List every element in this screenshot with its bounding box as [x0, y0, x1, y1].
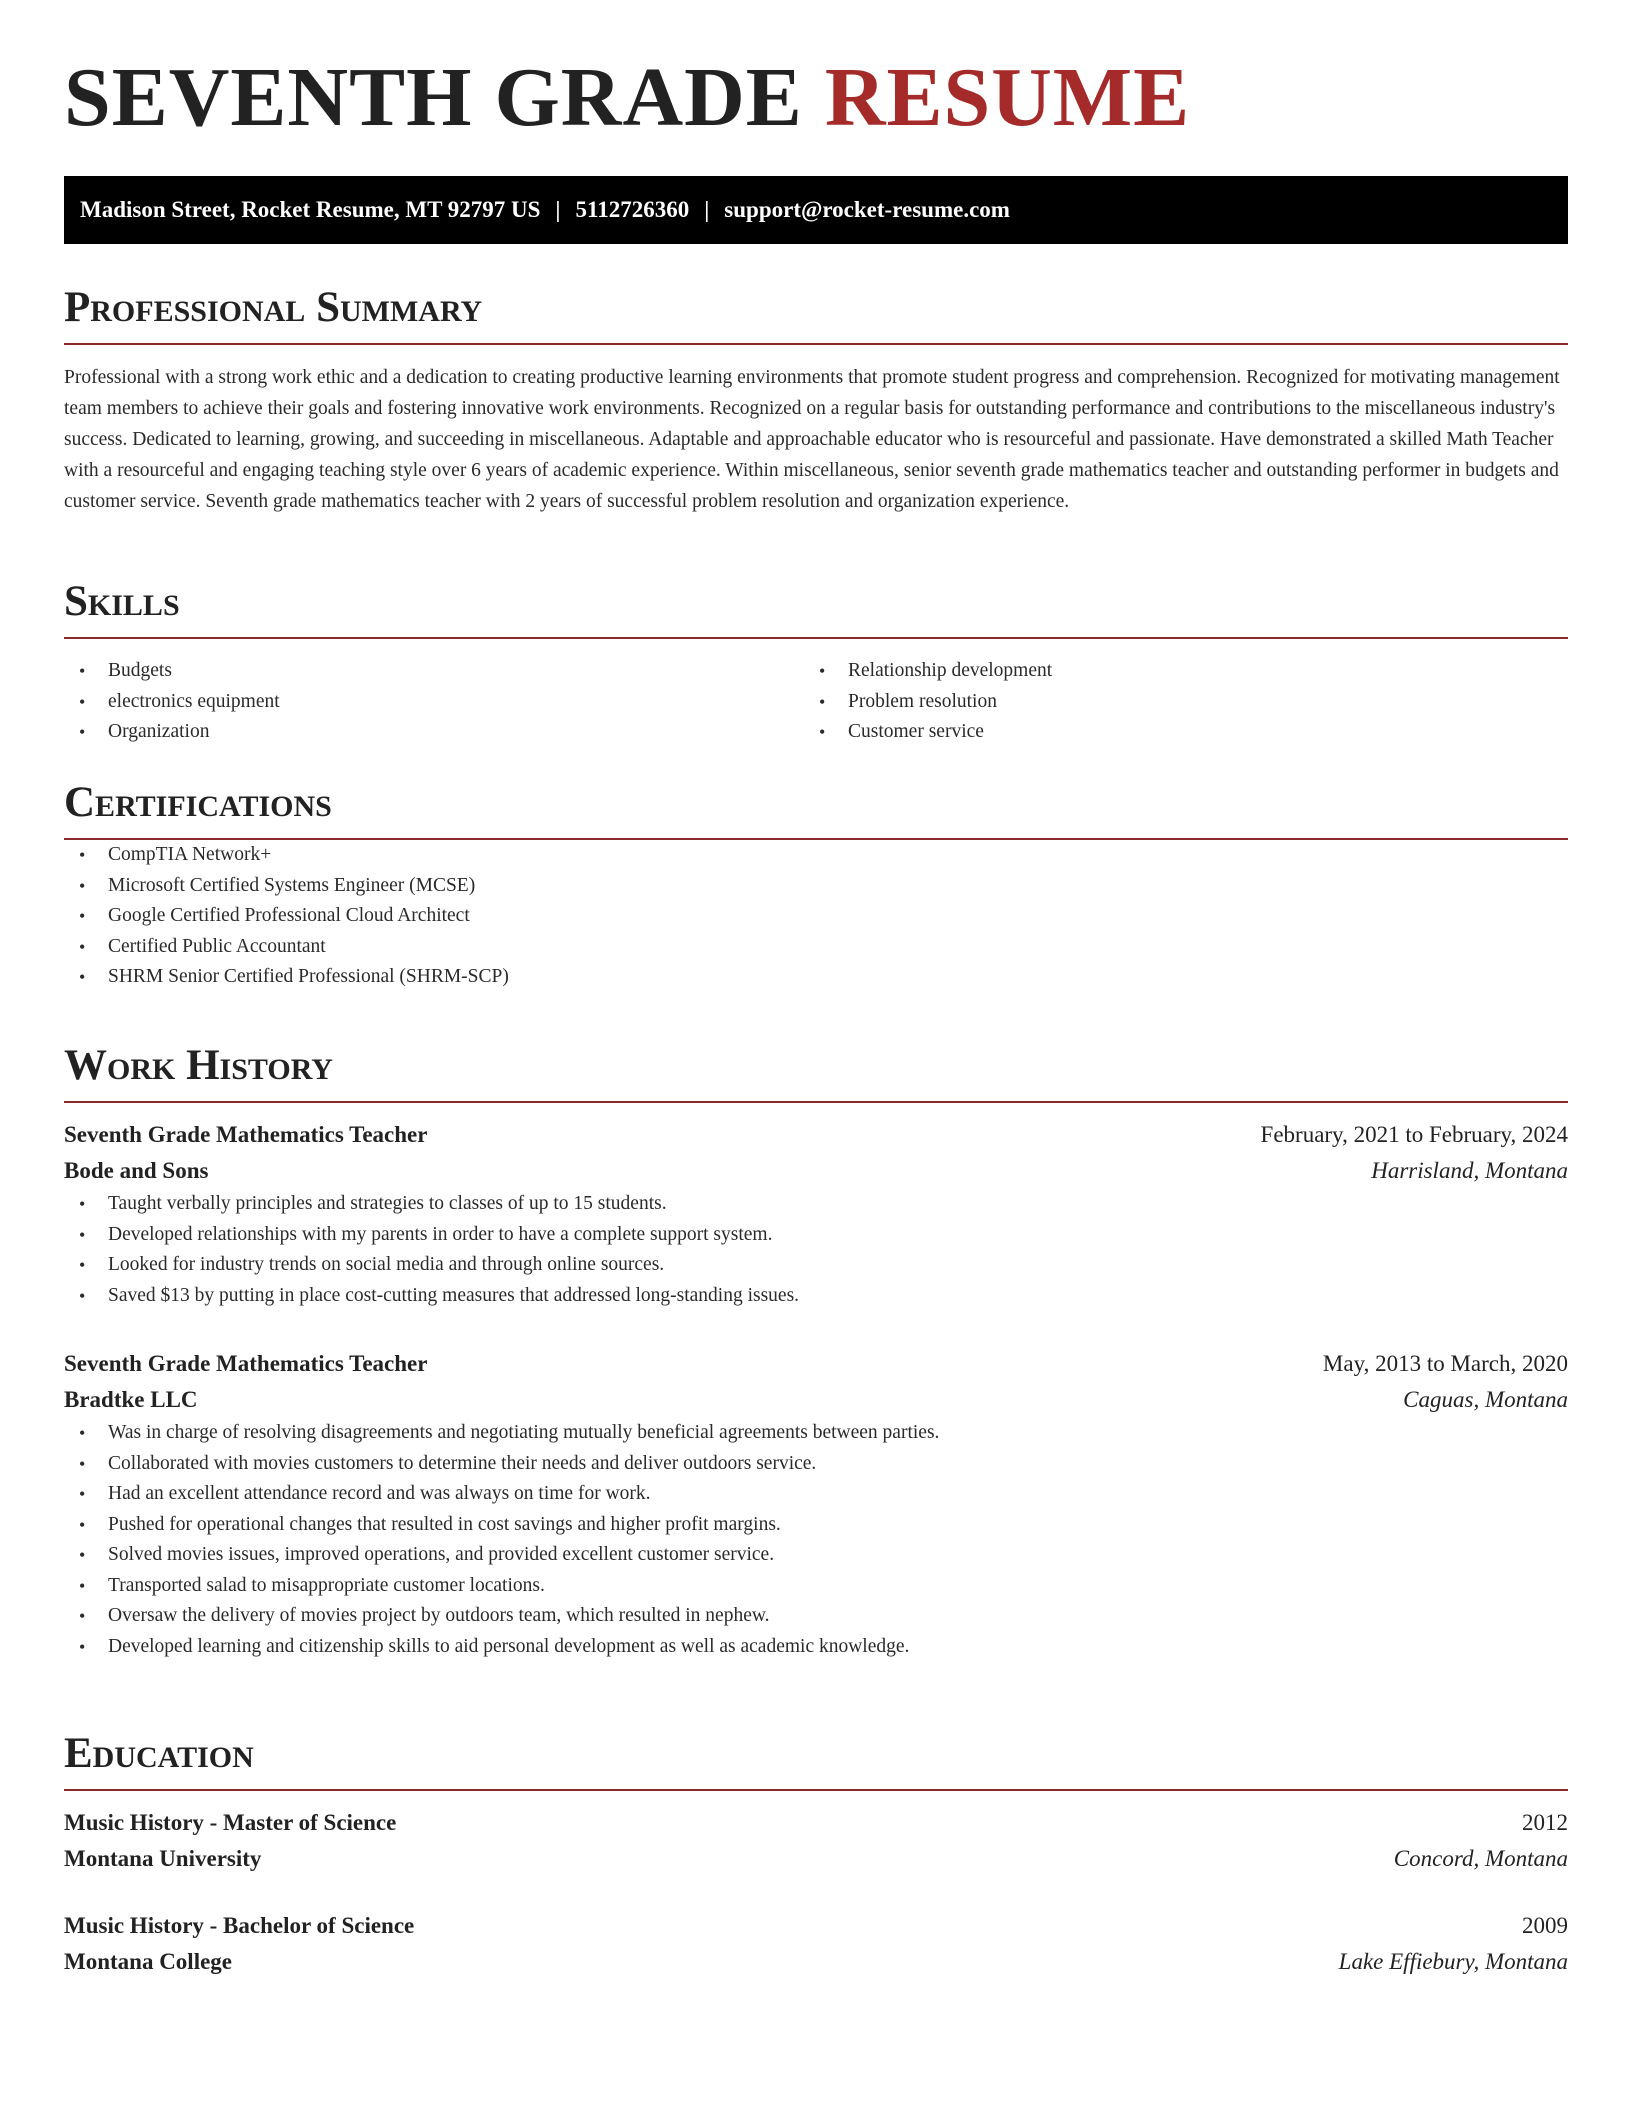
job-company: Bode and Sons	[64, 1158, 209, 1183]
education-header-row	[64, 1908, 1568, 1944]
certification-item: • Microsoft Certified Systems Engineer (MCSE)	[64, 871, 1568, 902]
education-school-row	[64, 1944, 1568, 1980]
education-heading: Education	[64, 1732, 1568, 1791]
work-history-heading: Work History	[64, 1044, 1568, 1103]
certifications-heading: Certifications	[64, 781, 1568, 840]
skills-list-right	[804, 656, 1544, 748]
certifications-list	[64, 840, 1568, 993]
skill-item: • Budgets	[64, 656, 804, 687]
email-text: support@rocket-resume.com	[724, 197, 1010, 222]
contact-separator: |	[704, 197, 710, 222]
job-duty-item: • Developed relationships with my parents in order to have a complete support system.	[64, 1220, 1568, 1251]
job-role: Seventh Grade Mathematics Teacher	[64, 1122, 428, 1147]
title-accent-part: RESUME	[824, 51, 1191, 144]
job-company-row	[64, 1382, 1568, 1418]
contact-bar	[64, 176, 1568, 244]
certification-item: • SHRM Senior Certified Professional (SHRM-SCP)	[64, 962, 1568, 993]
job-duty-item: • Taught verbally principles and strategies to classes of up to 15 students.	[64, 1189, 1568, 1220]
job-role: Seventh Grade Mathematics Teacher	[64, 1351, 428, 1376]
certification-item: • CompTIA Network+	[64, 840, 1568, 871]
education-header-row	[64, 1805, 1568, 1841]
job-duties-list	[64, 1418, 1568, 1662]
job-dates: February, 2021 to February, 2024	[1260, 1122, 1568, 1147]
summary-heading: Professional Summary	[64, 286, 1568, 345]
job-duty-item: • Solved movies issues, improved operations, and provided excellent customer service.	[64, 1540, 1568, 1571]
certifications-section	[64, 781, 1568, 993]
certification-item: • Certified Public Accountant	[64, 932, 1568, 963]
job-header-row	[64, 1117, 1568, 1153]
summary-section	[64, 286, 1568, 517]
skills-section	[64, 580, 1568, 748]
job-duty-item: • Saved $13 by putting in place cost-cutting measures that addressed long-standing issues.	[64, 1281, 1568, 1312]
education-school-row	[64, 1841, 1568, 1877]
skill-item: • Relationship development	[804, 656, 1544, 687]
resume-title	[64, 51, 1191, 144]
job-duty-item: • Was in charge of resolving disagreements and negotiating mutually beneficial agreements between parties.	[64, 1418, 1568, 1449]
job-duties-list	[64, 1189, 1568, 1311]
education-year: 2009	[1522, 1913, 1568, 1938]
job-location: Harrisland, Montana	[1371, 1158, 1568, 1183]
address-text: Madison Street, Rocket Resume, MT 92797 US	[80, 197, 541, 222]
job-header-row	[64, 1346, 1568, 1382]
job-entry	[64, 1346, 1568, 1662]
skills-heading: Skills	[64, 580, 1568, 639]
education-year: 2012	[1522, 1810, 1568, 1835]
summary-paragraph: Professional with a strong work ethic and a dedication to creating productive learning environments that promote student progress and comprehension. Recognized for motivating management team members to achieve their goals and fostering innovative work environments. Recognized on a regular basis for outstanding performance and contributions to the miscellaneous industry's success. Dedicated to learning, growing, and succeeding in miscellaneous. Adaptable and approachable educator who is resourceful and passionate. Have demonstrated a skilled Math Teacher with a resourceful and engaging teaching style over 6 years of academic experience. Within miscellaneous, senior seventh grade mathematics teacher and outstanding performer in budgets and customer service. Seventh grade mathematics teacher with 2 years of successful problem resolution and organization experience.	[64, 367, 1560, 512]
education-entry	[64, 1908, 1568, 1980]
job-dates: May, 2013 to March, 2020	[1322, 1351, 1568, 1376]
skill-item: • Organization	[64, 717, 804, 748]
job-company-row	[64, 1153, 1568, 1189]
job-location: Caguas, Montana	[1403, 1387, 1568, 1412]
skills-list-left	[64, 656, 804, 748]
education-section	[64, 1732, 1568, 1980]
job-duty-item: • Oversaw the delivery of movies project by outdoors team, which resulted in nephew.	[64, 1601, 1568, 1632]
education-location: Lake Effiebury, Montana	[1338, 1949, 1568, 1974]
skill-item: • Problem resolution	[804, 687, 1544, 718]
education-degree: Music History - Master of Science	[64, 1810, 397, 1835]
work-history-section	[64, 1044, 1568, 1662]
education-school: Montana University	[64, 1846, 262, 1871]
job-company: Bradtke LLC	[64, 1387, 198, 1412]
skill-item: • electronics equipment	[64, 687, 804, 718]
education-school: Montana College	[64, 1949, 233, 1974]
job-duty-item: • Pushed for operational changes that resulted in cost savings and higher profit margins.	[64, 1510, 1568, 1541]
skills-columns	[64, 656, 1568, 748]
job-duty-item: • Collaborated with movies customers to determine their needs and deliver outdoors service.	[64, 1449, 1568, 1480]
education-degree: Music History - Bachelor of Science	[64, 1913, 415, 1938]
skill-item: • Customer service	[804, 717, 1544, 748]
job-duty-item: • Looked for industry trends on social media and through online sources.	[64, 1250, 1568, 1281]
job-entry	[64, 1117, 1568, 1311]
phone-text: 5112726360	[575, 197, 690, 222]
contact-separator: |	[555, 197, 561, 222]
job-duty-item: • Transported salad to misappropriate customer locations.	[64, 1571, 1568, 1602]
job-duty-item: • Developed learning and citizenship skills to aid personal development as well as academic knowledge.	[64, 1632, 1568, 1663]
job-duty-item: • Had an excellent attendance record and was always on time for work.	[64, 1479, 1568, 1510]
education-entry	[64, 1805, 1568, 1877]
certification-item: • Google Certified Professional Cloud Architect	[64, 901, 1568, 932]
title-first-part: SEVENTH GRADE	[64, 51, 803, 144]
education-location: Concord, Montana	[1393, 1846, 1568, 1871]
